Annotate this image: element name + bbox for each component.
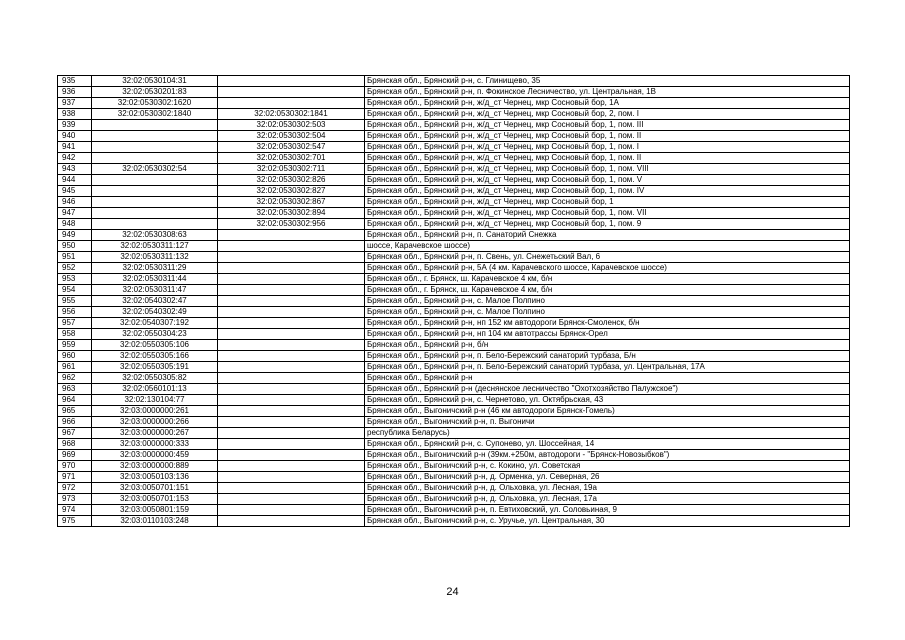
- table-row: [58, 384, 850, 395]
- row-number-cell: 949: [58, 230, 92, 241]
- row-number-cell: 936: [58, 87, 92, 98]
- cadastral-number-cell: 32:03:0000000:459: [92, 450, 218, 461]
- cadastral-number-cell: 32:03:0050701:151: [92, 483, 218, 494]
- registry-table-body: [58, 76, 850, 527]
- related-cadastral-number-cell: [218, 230, 365, 241]
- address-cell: Брянская обл., Выгоничский р-н, п. Выгоничи: [365, 417, 850, 428]
- related-cadastral-number-cell: [218, 76, 365, 87]
- table-row: [58, 263, 850, 274]
- related-cadastral-number-cell: [218, 340, 365, 351]
- related-cadastral-number-cell: 32:02:0530302:827: [218, 186, 365, 197]
- address-cell: Брянская обл., Брянский р-н, ж/д_ст Чернец, мкр Сосновый бор, 1, пом. III: [365, 120, 850, 131]
- row-number-cell: 966: [58, 417, 92, 428]
- cadastral-number-cell: 32:02:0530104:31: [92, 76, 218, 87]
- table-row: [58, 483, 850, 494]
- address-cell: Брянская обл., Выгоничский р-н (39км.+250м, автодороги - "Брянск-Новозыбков"): [365, 450, 850, 461]
- row-number-cell: 944: [58, 175, 92, 186]
- related-cadastral-number-cell: [218, 307, 365, 318]
- row-number-cell: 961: [58, 362, 92, 373]
- related-cadastral-number-cell: [218, 373, 365, 384]
- row-number-cell: 957: [58, 318, 92, 329]
- row-number-cell: 954: [58, 285, 92, 296]
- related-cadastral-number-cell: [218, 384, 365, 395]
- related-cadastral-number-cell: 32:02:0530302:503: [218, 120, 365, 131]
- related-cadastral-number-cell: [218, 406, 365, 417]
- related-cadastral-number-cell: [218, 318, 365, 329]
- related-cadastral-number-cell: [218, 329, 365, 340]
- address-cell: Брянская обл., Брянский р-н, ж/д_ст Чернец, мкр Сосновый бор, 1, пом. IV: [365, 186, 850, 197]
- address-cell: Брянская обл., Брянский р-н, ж/д_ст Чернец, мкр Сосновый бор, 2, пом. I: [365, 109, 850, 120]
- table-row: [58, 164, 850, 175]
- cadastral-number-cell: 32:03:0000000:333: [92, 439, 218, 450]
- related-cadastral-number-cell: 32:02:0530302:701: [218, 153, 365, 164]
- row-number-cell: 950: [58, 241, 92, 252]
- related-cadastral-number-cell: [218, 395, 365, 406]
- table-row: [58, 340, 850, 351]
- cadastral-number-cell: [92, 131, 218, 142]
- address-cell: Брянская обл., Брянский р-н, с. Чернетово, ул. Октябрьская, 43: [365, 395, 850, 406]
- table-row: [58, 230, 850, 241]
- address-cell: Брянская обл., Брянский р-н, п. Бело-Бережский санаторий турбаза, ул. Центральная, 17А: [365, 362, 850, 373]
- property-registry-table: [57, 75, 850, 527]
- cadastral-number-cell: 32:03:0000000:889: [92, 461, 218, 472]
- table-row: [58, 296, 850, 307]
- address-cell: Брянская обл., Брянский р-н, ж/д_ст Чернец, мкр Сосновый бор, 1, пом. 9: [365, 219, 850, 230]
- row-number-cell: 937: [58, 98, 92, 109]
- table-row: [58, 219, 850, 230]
- cadastral-number-cell: [92, 219, 218, 230]
- cadastral-number-cell: 32:02:0540302:47: [92, 296, 218, 307]
- cadastral-number-cell: 32:02:0550305:166: [92, 351, 218, 362]
- address-cell: Брянская обл., Выгоничский р-н (46 км автодороги Брянск-Гомель): [365, 406, 850, 417]
- row-number-cell: 946: [58, 197, 92, 208]
- cadastral-number-cell: 32:03:0050103:136: [92, 472, 218, 483]
- related-cadastral-number-cell: [218, 417, 365, 428]
- address-cell: Брянская обл., Выгоничский р-н, с. Уручье, ул. Центральная, 30: [365, 516, 850, 527]
- table-row: [58, 417, 850, 428]
- address-cell: Брянская обл., г. Брянск, ш. Карачевское 4 км, б/н: [365, 274, 850, 285]
- related-cadastral-number-cell: [218, 472, 365, 483]
- row-number-cell: 965: [58, 406, 92, 417]
- table-row: [58, 472, 850, 483]
- row-number-cell: 973: [58, 494, 92, 505]
- row-number-cell: 962: [58, 373, 92, 384]
- related-cadastral-number-cell: [218, 87, 365, 98]
- address-cell: Брянская обл., Брянский р-н, ж/д_ст Чернец, мкр Сосновый бор, 1, пом. I: [365, 142, 850, 153]
- row-number-cell: 969: [58, 450, 92, 461]
- address-cell: Брянская обл., Брянский р-н, ж/д_ст Чернец, мкр Сосновый бор, 1, пом. V: [365, 175, 850, 186]
- row-number-cell: 956: [58, 307, 92, 318]
- cadastral-number-cell: 32:02:0530311:47: [92, 285, 218, 296]
- address-cell: Брянская обл., Брянский р-н, б/н: [365, 340, 850, 351]
- table-row: [58, 76, 850, 87]
- address-cell: шоссе, Карачевское шоссе): [365, 241, 850, 252]
- cadastral-number-cell: [92, 142, 218, 153]
- cadastral-number-cell: [92, 186, 218, 197]
- table-row: [58, 109, 850, 120]
- address-cell: Брянская обл., Выгоничский р-н, д. Ольховка, ул. Лесная, 19а: [365, 483, 850, 494]
- cadastral-number-cell: 32:02:0550305:106: [92, 340, 218, 351]
- table-row: [58, 329, 850, 340]
- table-row: [58, 428, 850, 439]
- row-number-cell: 958: [58, 329, 92, 340]
- address-cell: Брянская обл., Брянский р-н, ж/д_ст Чернец, мкр Сосновый бор, 1, пом. II: [365, 131, 850, 142]
- cadastral-number-cell: 32:02:0530311:29: [92, 263, 218, 274]
- row-number-cell: 955: [58, 296, 92, 307]
- table-row: [58, 307, 850, 318]
- row-number-cell: 941: [58, 142, 92, 153]
- table-row: [58, 208, 850, 219]
- related-cadastral-number-cell: [218, 494, 365, 505]
- table-row: [58, 186, 850, 197]
- address-cell: Брянская обл., Брянский р-н, с. Малое Полпино: [365, 296, 850, 307]
- cadastral-number-cell: [92, 175, 218, 186]
- cadastral-number-cell: [92, 153, 218, 164]
- related-cadastral-number-cell: [218, 505, 365, 516]
- table-row: [58, 131, 850, 142]
- cadastral-number-cell: 32:02:130104:77: [92, 395, 218, 406]
- cadastral-number-cell: 32:02:0540307:192: [92, 318, 218, 329]
- row-number-cell: 975: [58, 516, 92, 527]
- row-number-cell: 951: [58, 252, 92, 263]
- related-cadastral-number-cell: [218, 98, 365, 109]
- row-number-cell: 953: [58, 274, 92, 285]
- cadastral-number-cell: 32:02:0530311:127: [92, 241, 218, 252]
- table-row: [58, 395, 850, 406]
- address-cell: Брянская обл., Брянский р-н, нп 152 км автодороги Брянск-Смоленск, б/н: [365, 318, 850, 329]
- related-cadastral-number-cell: [218, 252, 365, 263]
- cadastral-number-cell: 32:02:0530302:1620: [92, 98, 218, 109]
- cadastral-number-cell: 32:02:0530311:44: [92, 274, 218, 285]
- address-cell: Брянская обл., Брянский р-н, п. Санаторий Снежка: [365, 230, 850, 241]
- related-cadastral-number-cell: 32:02:0530302:894: [218, 208, 365, 219]
- cadastral-number-cell: 32:03:0000000:267: [92, 428, 218, 439]
- address-cell: Брянская обл., Брянский р-н, ж/д_ст Чернец, мкр Сосновый бор, 1, пом. VII: [365, 208, 850, 219]
- related-cadastral-number-cell: 32:02:0530302:1841: [218, 109, 365, 120]
- row-number-cell: 935: [58, 76, 92, 87]
- related-cadastral-number-cell: [218, 461, 365, 472]
- row-number-cell: 942: [58, 153, 92, 164]
- table-row: [58, 450, 850, 461]
- row-number-cell: 971: [58, 472, 92, 483]
- row-number-cell: 970: [58, 461, 92, 472]
- related-cadastral-number-cell: [218, 362, 365, 373]
- cadastral-number-cell: 32:02:0550305:82: [92, 373, 218, 384]
- row-number-cell: 952: [58, 263, 92, 274]
- related-cadastral-number-cell: [218, 296, 365, 307]
- cadastral-number-cell: 32:03:0050701:153: [92, 494, 218, 505]
- table-row: [58, 373, 850, 384]
- row-number-cell: 959: [58, 340, 92, 351]
- related-cadastral-number-cell: 32:02:0530302:711: [218, 164, 365, 175]
- related-cadastral-number-cell: [218, 439, 365, 450]
- row-number-cell: 947: [58, 208, 92, 219]
- cadastral-number-cell: 32:02:0540302:49: [92, 307, 218, 318]
- address-cell: Брянская обл., Выгоничский р-н, д. Ольховка, ул. Лесная, 17а: [365, 494, 850, 505]
- related-cadastral-number-cell: 32:02:0530302:956: [218, 219, 365, 230]
- related-cadastral-number-cell: 32:02:0530302:826: [218, 175, 365, 186]
- address-cell: Брянская обл., Брянский р-н, п. Свень, ул. Снежетьский Вал, 6: [365, 252, 850, 263]
- table-row: [58, 351, 850, 362]
- cadastral-number-cell: 32:02:0530311:132: [92, 252, 218, 263]
- row-number-cell: 960: [58, 351, 92, 362]
- cadastral-number-cell: 32:03:0110103:248: [92, 516, 218, 527]
- table-row: [58, 406, 850, 417]
- address-cell: Брянская обл., Выгоничский р-н, д. Орменка, ул. Северная, 26: [365, 472, 850, 483]
- row-number-cell: 974: [58, 505, 92, 516]
- table-row: [58, 318, 850, 329]
- cadastral-number-cell: [92, 208, 218, 219]
- related-cadastral-number-cell: [218, 483, 365, 494]
- address-cell: Брянская обл., Брянский р-н, с. Супонево, ул. Шоссейная, 14: [365, 439, 850, 450]
- address-cell: Брянская обл., Брянский р-н, с. Глинищево, 35: [365, 76, 850, 87]
- address-cell: Брянская обл., Брянский р-н, ж/д_ст Чернец, мкр Сосновый бор, 1, пом. II: [365, 153, 850, 164]
- row-number-cell: 948: [58, 219, 92, 230]
- address-cell: Брянская обл., Брянский р-н, п. Бело-Бережский санаторий турбаза, Б/н: [365, 351, 850, 362]
- cadastral-number-cell: 32:02:0530308:63: [92, 230, 218, 241]
- address-cell: Брянская обл., Брянский р-н, ж/д_ст Чернец, мкр Сосновый бор, 1А: [365, 98, 850, 109]
- table-row: [58, 241, 850, 252]
- related-cadastral-number-cell: [218, 428, 365, 439]
- address-cell: Брянская обл., Брянский р-н, нп 104 км автотрассы Брянск-Орел: [365, 329, 850, 340]
- related-cadastral-number-cell: [218, 351, 365, 362]
- related-cadastral-number-cell: [218, 263, 365, 274]
- address-cell: Брянская обл., г. Брянск, ш. Карачевское 4 км, б/н: [365, 285, 850, 296]
- related-cadastral-number-cell: 32:02:0530302:867: [218, 197, 365, 208]
- cadastral-number-cell: 32:02:0530201:83: [92, 87, 218, 98]
- table-row: [58, 252, 850, 263]
- table-row: [58, 494, 850, 505]
- cadastral-number-cell: 32:02:0550304:23: [92, 329, 218, 340]
- row-number-cell: 940: [58, 131, 92, 142]
- table-row: [58, 142, 850, 153]
- table-row: [58, 439, 850, 450]
- row-number-cell: 939: [58, 120, 92, 131]
- cadastral-number-cell: 32:02:0530302:1840: [92, 109, 218, 120]
- table-row: [58, 87, 850, 98]
- related-cadastral-number-cell: [218, 285, 365, 296]
- address-cell: Брянская обл., Брянский р-н, 5А (4 км. Карачевского шоссе, Карачевское шоссе): [365, 263, 850, 274]
- table-row: [58, 285, 850, 296]
- page-number: 24: [446, 586, 459, 598]
- table-row: [58, 505, 850, 516]
- table-row: [58, 197, 850, 208]
- cadastral-number-cell: 32:02:0560101:13: [92, 384, 218, 395]
- address-cell: Брянская обл., Брянский р-н, с. Малое Полпино: [365, 307, 850, 318]
- related-cadastral-number-cell: [218, 274, 365, 285]
- table-row: [58, 153, 850, 164]
- address-cell: Брянская обл., Брянский р-н: [365, 373, 850, 384]
- row-number-cell: 945: [58, 186, 92, 197]
- table-row: [58, 175, 850, 186]
- cadastral-number-cell: [92, 197, 218, 208]
- table-row: [58, 274, 850, 285]
- cadastral-number-cell: 32:02:0550305:191: [92, 362, 218, 373]
- row-number-cell: 938: [58, 109, 92, 120]
- related-cadastral-number-cell: [218, 516, 365, 527]
- related-cadastral-number-cell: [218, 450, 365, 461]
- address-cell: Брянская обл., Выгоничский р-н, п. Евтиховский, ул. Соловьиная, 9: [365, 505, 850, 516]
- address-cell: Брянская обл., Брянский р-н, ж/д_ст Чернец, мкр Сосновый бор, 1, пом. VIII: [365, 164, 850, 175]
- row-number-cell: 963: [58, 384, 92, 395]
- cadastral-number-cell: 32:02:0530302:54: [92, 164, 218, 175]
- table-row: [58, 98, 850, 109]
- row-number-cell: 943: [58, 164, 92, 175]
- table-row: [58, 461, 850, 472]
- address-cell: Брянская обл., Выгоничский р-н, с. Кокино, ул. Советская: [365, 461, 850, 472]
- row-number-cell: 967: [58, 428, 92, 439]
- cadastral-number-cell: [92, 120, 218, 131]
- row-number-cell: 968: [58, 439, 92, 450]
- table-row: [58, 362, 850, 373]
- address-cell: Брянская обл., Брянский р-н (деснянское лесничество "Охотхозяйство Палужское"): [365, 384, 850, 395]
- related-cadastral-number-cell: [218, 241, 365, 252]
- table-row: [58, 516, 850, 527]
- address-cell: республика Беларусь): [365, 428, 850, 439]
- cadastral-number-cell: 32:03:0000000:261: [92, 406, 218, 417]
- cadastral-number-cell: 32:03:0050801:159: [92, 505, 218, 516]
- cadastral-number-cell: 32:03:0000000:266: [92, 417, 218, 428]
- row-number-cell: 972: [58, 483, 92, 494]
- address-cell: Брянская обл., Брянский р-н, ж/д_ст Чернец, мкр Сосновый бор, 1: [365, 197, 850, 208]
- related-cadastral-number-cell: 32:02:0530302:547: [218, 142, 365, 153]
- row-number-cell: 964: [58, 395, 92, 406]
- table-row: [58, 120, 850, 131]
- address-cell: Брянская обл., Брянский р-н, п. Фокинское Лесничество, ул. Центральная, 1В: [365, 87, 850, 98]
- related-cadastral-number-cell: 32:02:0530302:504: [218, 131, 365, 142]
